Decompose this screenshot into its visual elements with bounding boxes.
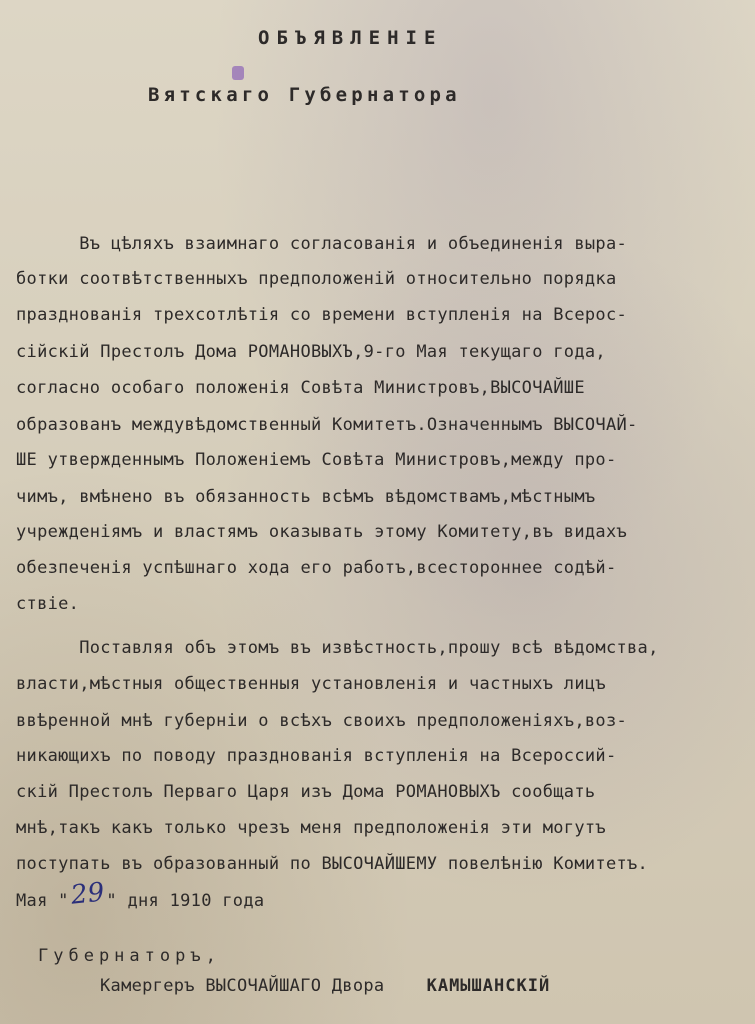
paragraph-line: Въ цѣляхъ взаимнаго согласованія и объединенія выра-: [16, 234, 628, 254]
paragraph-line: ШЕ утвержденнымъ Положеніемъ Совѣта Министровъ,между про-: [16, 450, 617, 470]
paragraph-line: никающихъ по поводу празднованія вступленія на Всероссий-: [16, 746, 617, 766]
date-suffix: " дня 1910 года: [106, 891, 265, 911]
date-day-handwritten: 29: [69, 877, 106, 911]
paragraph-line: обезпеченія успѣшнаго хода его работъ,всестороннее содѣй-: [16, 558, 617, 578]
paragraph-line: ствіе.: [16, 594, 80, 614]
paragraph-line: чимъ, вмѣнено въ обязанность всѣмъ вѣдомствамъ,мѣстнымъ: [16, 487, 596, 507]
date-line: [16, 877, 265, 912]
stamp-mark: [232, 66, 244, 80]
signature-name: КАМЫШАНСКІЙ: [426, 976, 551, 996]
document-subtitle: Вятскаго Губернатора: [148, 84, 461, 106]
paragraph-line: образованъ междувѣдомственный Комитетъ.Означеннымъ ВЫСОЧАЙ-: [16, 415, 638, 435]
paragraph-line: сійскій Престолъ Дома РОМАНОВЫХЪ,9-го Мая текущаго года,: [16, 342, 606, 362]
signature-title: Губернаторъ,: [38, 946, 221, 966]
paragraph-line: власти,мѣстныя общественныя установленія и частныхъ лицъ: [16, 674, 606, 694]
paragraph-line: согласно особаго положенія Совѣта Министровъ,ВЫСОЧАЙШЕ: [16, 378, 585, 398]
date-prefix: Мая ": [16, 891, 69, 911]
paragraph-line: празднованія трехсотлѣтія со времени вступленія на Всерос-: [16, 305, 628, 325]
paragraph-line: ввѣренной мнѣ губерніи о всѣхъ своихъ предположеніяхъ,воз-: [16, 711, 628, 731]
paragraph-line: ботки соотвѣтственныхъ предположеній относительно порядка: [16, 269, 617, 289]
signature-line: [100, 975, 550, 997]
paragraph-line: поступать въ образованный по ВЫСОЧАЙШЕМУ повелѣнію Комитетъ.: [16, 854, 649, 874]
paragraph-line: учрежденіямъ и властямъ оказывать этому Комитету,въ видахъ: [16, 522, 628, 542]
paragraph-line: скій Престолъ Перваго Царя изъ Дома РОМАНОВЫХЪ сообщать: [16, 782, 596, 802]
document-title: ОБЪЯВЛЕНІЕ: [258, 27, 443, 49]
paragraph-line: мнѣ,такъ какъ только чрезъ меня предположенія эти могутъ: [16, 818, 606, 838]
paragraph-line: Поставляя объ этомъ въ извѣстность,прошу всѣ вѣдомства,: [16, 638, 659, 658]
signature-position: Камергеръ ВЫСОЧАЙШАГО Двора: [100, 976, 385, 996]
